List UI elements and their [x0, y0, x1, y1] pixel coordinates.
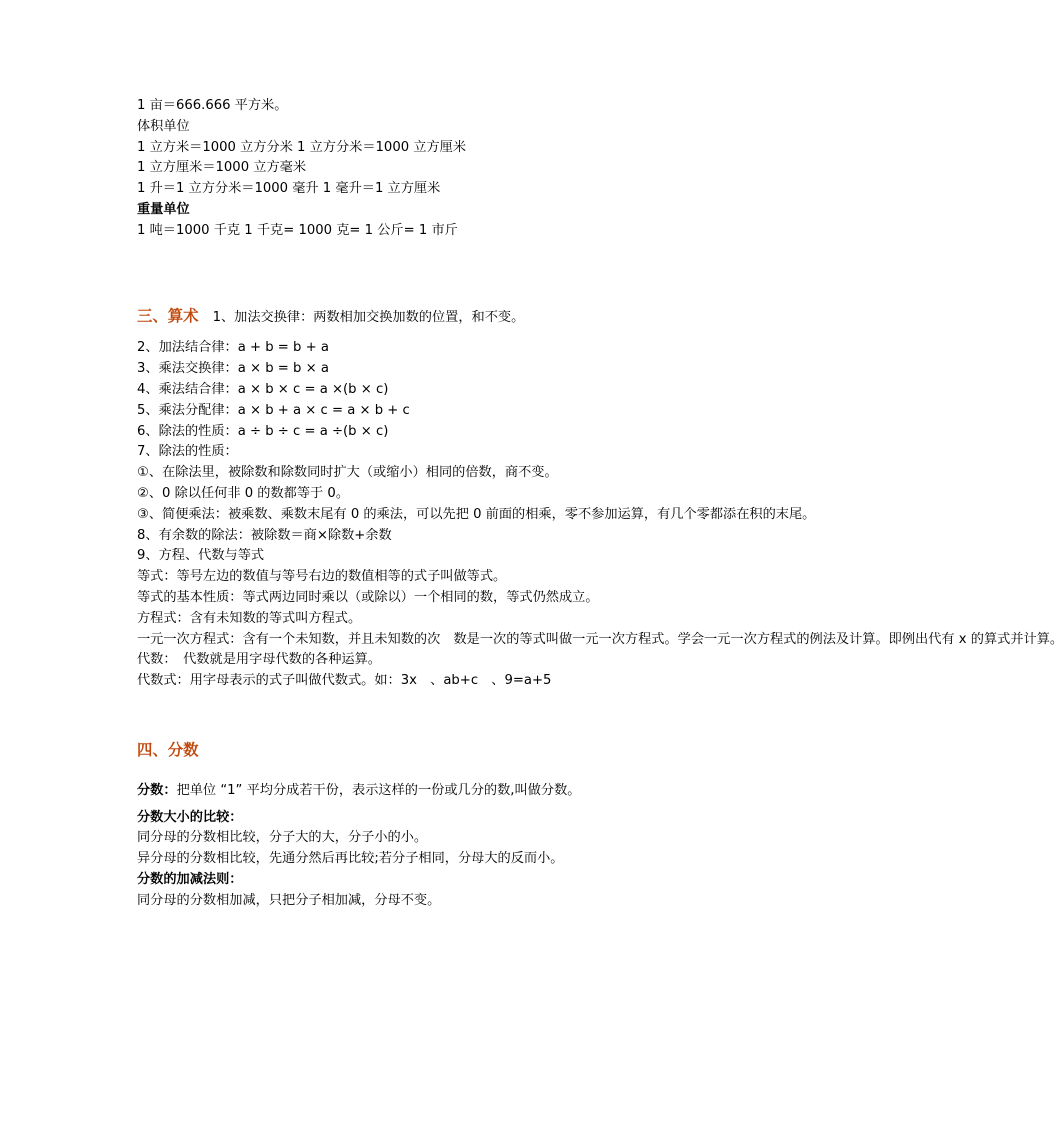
spacer: [137, 328, 667, 338]
section-arithmetic-title: [137, 306, 667, 329]
arithmetic-item: 3、乘法交换律：a × b = b × a: [137, 361, 329, 377]
arithmetic-item: 7、除法的性质：: [137, 444, 238, 460]
fraction-compare-heading: 分数大小的比较：: [137, 809, 243, 825]
fraction-definition-label: 分数：: [137, 782, 177, 798]
fraction-definition-text: 把单位 “1” 平均分成若干份，表示这样的一份或几分的数,叫做分数。: [176, 782, 581, 798]
arithmetic-item: 6、除法的性质：a ÷ b ÷ c = a ÷(b × c): [137, 423, 389, 439]
mu-conversion: 1 亩＝666.666 平方米。: [137, 98, 288, 113]
arithmetic-item: ②、0 除以任何非 0 的数都等于 0。: [137, 485, 350, 501]
arithmetic-item: ③、简便乘法：被乘数、乘数末尾有 0 的乘法，可以先把 0 前面的相乘，零不参加运算，有几个零都添在积的末尾。: [137, 506, 816, 522]
section-arithmetic-title-text: 三、算术: [137, 306, 199, 325]
arithmetic-item: 一元一次方程式：含有一个未知数，并且未知数的次 数是一次的等式叫做一元一次方程式。学会一元一次方程式的例法及计算。即例出代有 x 的算式并计算。: [137, 631, 1063, 647]
arithmetic-item: 5、乘法分配律：a × b + a × c = a × b + c: [137, 402, 410, 418]
arithmetic-item: 代数： 代数就是用字母代数的各种运算。: [137, 652, 381, 668]
volume-line-3: 1 升＝1 立方分米＝1000 毫升 1 毫升＝1 立方厘米: [137, 181, 441, 197]
arithmetic-item: 2、加法结合律：a + b = b + a: [137, 340, 329, 356]
volume-units-heading: 体积单位: [137, 118, 190, 134]
volume-line-2: 1 立方厘米＝1000 立方毫米: [137, 160, 307, 176]
fraction-compare-line: 同分母的分数相比较，分子大的大，分子小的小。: [137, 830, 428, 846]
spacer: [137, 242, 667, 306]
arithmetic-item: ①、在除法里，被除数和除数同时扩大（或缩小）相同的倍数，商不变。: [137, 465, 558, 481]
fraction-compare-line: 异分母的分数相比较，先通分然后再比较;若分子相同，分母大的反而小。: [137, 851, 564, 867]
arithmetic-item: 8、有余数的除法：被除数＝商×除数+余数: [137, 527, 392, 543]
arithmetic-item: 等式：等号左边的数值与等号右边的数值相等的式子叫做等式。: [137, 569, 507, 585]
volume-line-1: 1 立方米＝1000 立方分米 1 立方分米＝1000 立方厘米: [137, 139, 467, 155]
spacer: [137, 761, 667, 781]
section-fractions-title: 四、分数: [137, 740, 199, 759]
spacer: [137, 692, 667, 740]
fraction-addsub-heading: 分数的加减法则：: [137, 871, 243, 887]
fraction-addsub-line: 同分母的分数相加减，只把分子相加减，分母不变。: [137, 892, 441, 908]
arithmetic-item: 方程式：含有未知数的等式叫方程式。: [137, 610, 362, 626]
arithmetic-item: 4、乘法结合律：a × b × c = a ×(b × c): [137, 381, 389, 397]
weight-units-heading: 重量单位: [137, 201, 190, 217]
weight-line: 1 吨＝1000 千克 1 千克= 1000 克= 1 公斤= 1 市斤: [137, 222, 458, 238]
arithmetic-item: 9、方程、代数与等式: [137, 548, 265, 564]
arithmetic-item-1: 1、加法交换律：两数相加交换加数的位置，和不变。: [212, 309, 525, 325]
arithmetic-item: 等式的基本性质：等式两边同时乘以（或除以）一个相同的数，等式仍然成立。: [137, 589, 599, 605]
fraction-definition: [137, 781, 667, 802]
document-page: [137, 96, 1063, 912]
arithmetic-item: 代数式：用字母表示的式子叫做代数式。如：3x 、ab+c 、9=a+5: [137, 673, 552, 689]
